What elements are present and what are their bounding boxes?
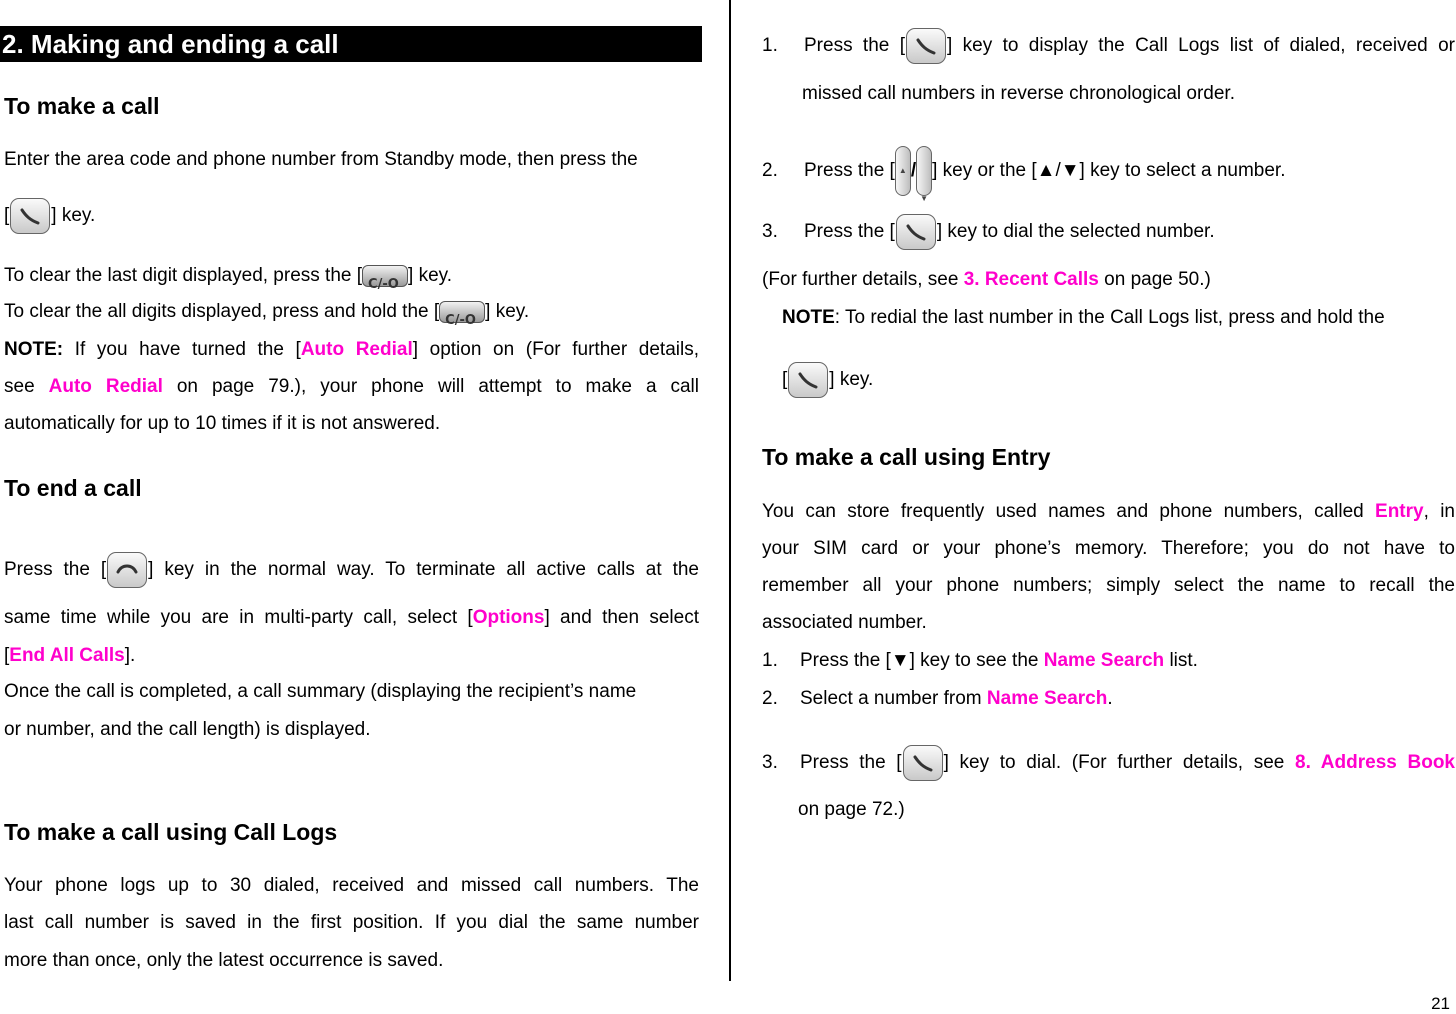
call-logs-line3: more than once, only the latest occurrence is saved. (4, 950, 444, 971)
heading-end-call: To end a call (4, 475, 142, 501)
clear-all-digits: To clear the all digits displayed, press and hold the [ C/-O ] key. (4, 301, 530, 328)
entry-step3-line2: on page 72.) (798, 799, 905, 820)
send-key-icon (788, 362, 828, 398)
send-key-icon (896, 214, 936, 250)
entry-line3: remember all your phone numbers; simply select the name to recall the (762, 575, 1455, 596)
link-end-all-calls[interactable]: End All Calls (9, 645, 125, 666)
note-line2: see Auto Redial on page 79.), your phone will attempt to make a call (4, 376, 699, 397)
volume-down-key-icon: ▼ (916, 146, 932, 196)
send-key-icon (10, 198, 50, 234)
end-call-line5: or number, and the call length) is displayed. (4, 719, 371, 740)
note-line3: automatically for up to 10 times if it is not answered. (4, 413, 441, 434)
call-logs-step1: 1. Press the [ ] key to display the Call Logs list of dialed, received or (762, 28, 1455, 64)
end-key-icon (107, 552, 147, 588)
link-name-search[interactable]: Name Search (986, 688, 1108, 709)
heading-make-call: To make a call (4, 93, 160, 119)
clear-key-icon: C/-O (362, 265, 408, 287)
make-call-line2: [ ] key. (4, 198, 95, 234)
volume-up-key-icon: ▲ (895, 146, 911, 196)
end-call-line2: same time while you are in multi-party call, select [Options] and then select (4, 607, 699, 628)
link-auto-redial[interactable]: Auto Redial (300, 339, 413, 360)
entry-step3: 3. Press the [ ] key to dial. (For further details, see 8. Address Book (762, 745, 1455, 781)
clear-key-icon: C/-O (439, 301, 485, 323)
call-logs-note-key: [ ] key. (782, 362, 873, 398)
entry-step1: 1. Press the [▼] key to see the Name Search list. (762, 650, 1198, 671)
send-key-icon (903, 745, 943, 781)
page-number: 21 (1431, 994, 1450, 1013)
entry-step2: 2. Select a number from Name Search. (762, 688, 1113, 709)
note-line1: NOTE: If you have turned the [Auto Redial] option on (For further details, (4, 339, 699, 360)
link-address-book[interactable]: 8. Address Book (1295, 752, 1455, 774)
make-call-line1: Enter the area code and phone number from Standby mode, then press the (4, 149, 638, 170)
end-call-line3: [End All Calls]. (4, 645, 136, 666)
call-logs-line1: Your phone logs up to 30 dialed, received and missed call numbers. The (4, 875, 699, 896)
heading-call-logs: To make a call using Call Logs (4, 819, 338, 845)
link-name-search[interactable]: Name Search (1043, 650, 1165, 671)
link-auto-redial[interactable]: Auto Redial (48, 376, 163, 397)
entry-line4: associated number. (762, 612, 927, 633)
call-logs-step1-line2: missed call numbers in reverse chronological order. (802, 83, 1235, 104)
column-divider (729, 0, 731, 981)
send-key-icon (906, 28, 946, 64)
link-recent-calls[interactable]: 3. Recent Calls (963, 269, 1099, 290)
heading-entry: To make a call using Entry (762, 444, 1051, 470)
end-call-line1: Press the [ ] key in the normal way. To terminate all active calls at the (4, 552, 699, 588)
clear-last-digit: To clear the last digit displayed, press the [ C/-O ] key. (4, 265, 453, 292)
call-logs-step2: 2. Press the [ ▲ / ▼ ] key or the [▲/▼] key to select a number. (762, 146, 1285, 196)
section-banner: 2. Making and ending a call (0, 26, 702, 62)
call-logs-step3: 3. Press the [ ] key to dial the selected number. (762, 214, 1215, 250)
further-details: (For further details, see 3. Recent Calls on page 50.) (762, 269, 1211, 290)
call-logs-note: NOTE: To redial the last number in the Call Logs list, press and hold the (782, 307, 1385, 328)
call-logs-line2: last call number is saved in the first position. If you dial the same number (4, 912, 699, 933)
link-entry[interactable]: Entry (1375, 501, 1424, 522)
end-call-line4: Once the call is completed, a call summary (displaying the recipient’s name (4, 681, 637, 702)
entry-line2: your SIM card or your phone’s memory. Therefore; you do not have to (762, 538, 1455, 559)
link-options[interactable]: Options (472, 607, 545, 628)
entry-line1: You can store frequently used names and phone numbers, called Entry, in (762, 501, 1455, 522)
